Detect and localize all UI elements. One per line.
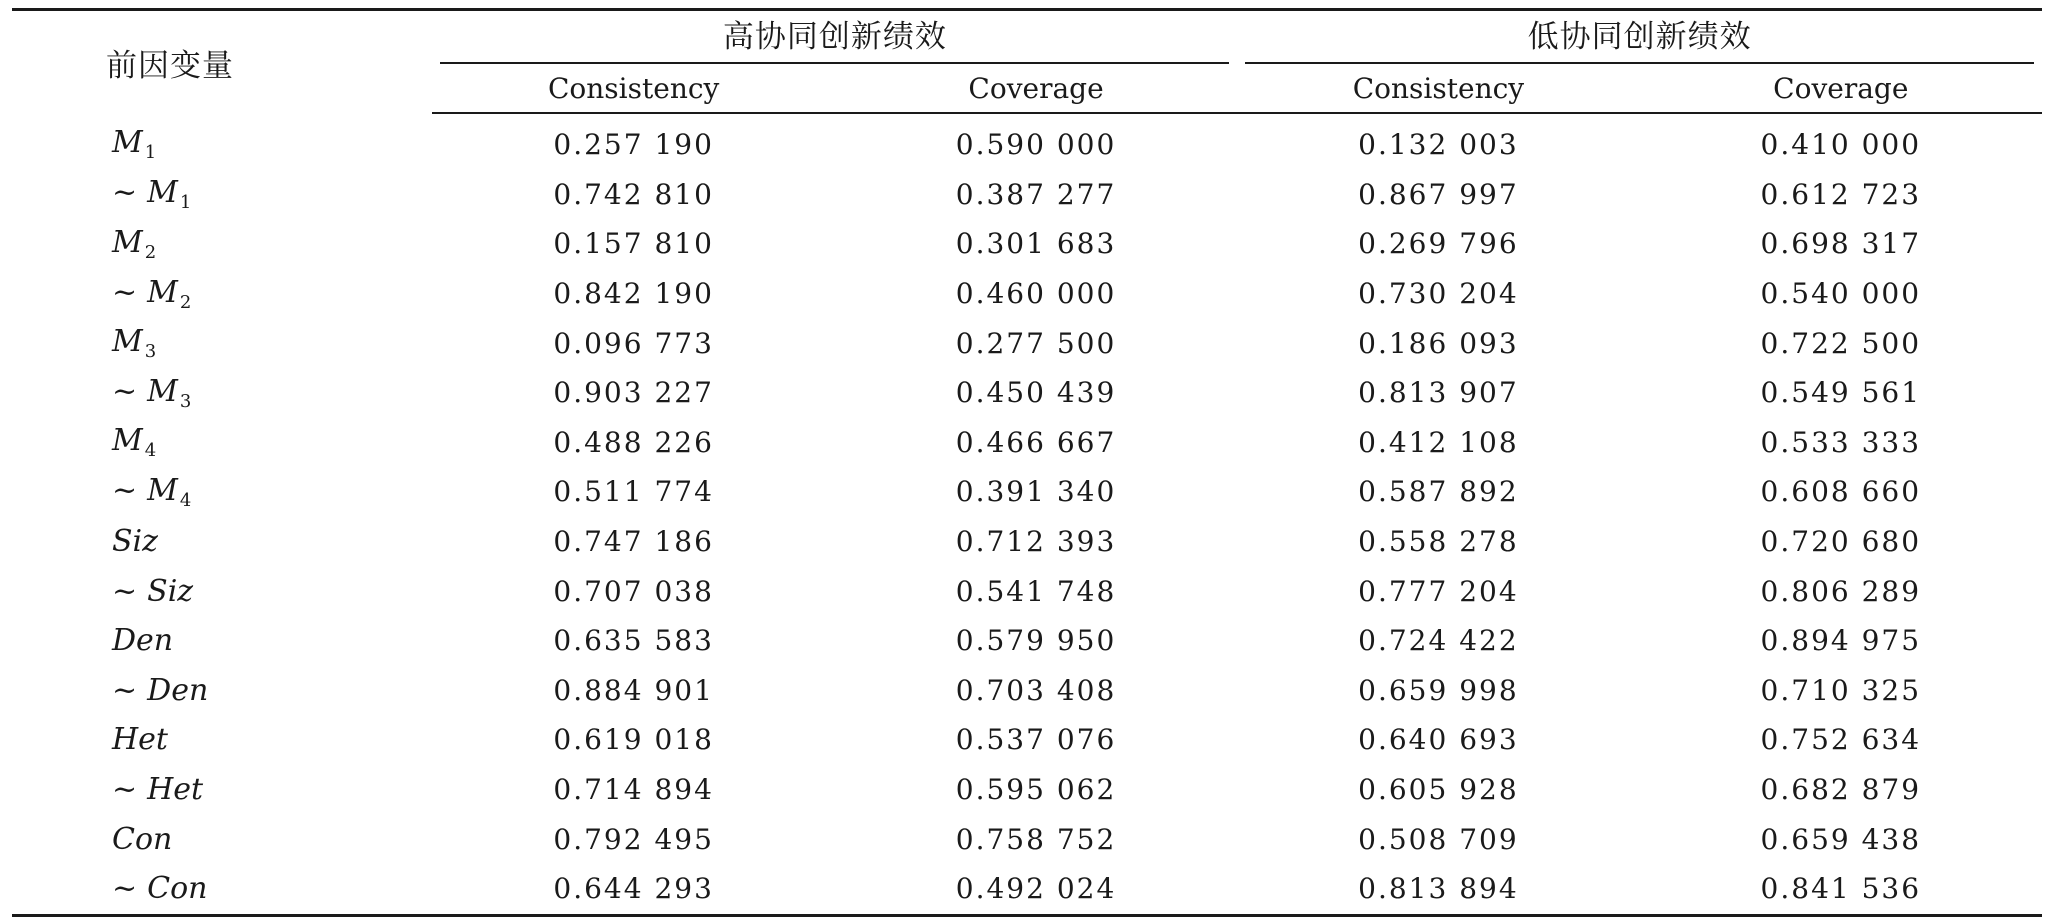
variable-name: M (112, 125, 143, 161)
variable-name: M (147, 373, 178, 409)
value-cell-high-coverage: 0.541 748 (955, 574, 1117, 608)
value-cell-high-coverage: 0.450 439 (955, 376, 1117, 410)
value-cell-high-consistency: 0.742 810 (553, 177, 714, 211)
antecedent-variable-cell (12, 418, 432, 468)
group-title-low: 低协同创新绩效 (1245, 11, 2034, 64)
variable-name: M (147, 274, 178, 310)
negation-symbol: ~ (112, 175, 138, 211)
value-cell-high-consistency: 0.842 190 (553, 277, 714, 311)
negation-symbol: ~ (112, 274, 138, 310)
value-cell-low-coverage: 0.682 879 (1760, 773, 1922, 807)
group-header-high (432, 10, 1237, 65)
variable-name: Het (147, 772, 204, 808)
value-cell-low-coverage: 0.841 536 (1760, 872, 1922, 906)
value-cell-low-coverage: 0.752 634 (1760, 723, 1922, 757)
value-cell-high-coverage: 0.391 340 (955, 475, 1117, 509)
table-row (12, 418, 2042, 468)
value-cell-low-consistency: 0.605 928 (1358, 773, 1519, 807)
antecedent-variable-cell (12, 566, 432, 616)
table-row (12, 864, 2042, 915)
table-row (12, 666, 2042, 716)
variable-name: Con (112, 821, 173, 857)
antecedent-variable-cell (12, 666, 432, 716)
row-header-label: 前因变量 (106, 47, 234, 84)
negation-symbol: ~ (112, 672, 138, 708)
table-row (12, 170, 2042, 220)
value-cell-high-consistency: 0.096 773 (553, 326, 714, 360)
column-header-high-coverage: Coverage (835, 64, 1237, 113)
table-row (12, 318, 2042, 368)
antecedent-variable-cell (12, 467, 432, 517)
column-header-high-consistency: Consistency (432, 64, 834, 113)
value-cell-low-consistency: 0.558 278 (1358, 525, 1519, 559)
antecedent-variable-cell (12, 616, 432, 666)
value-cell-high-coverage: 0.712 393 (955, 525, 1117, 559)
antecedent-variable-cell (12, 318, 432, 368)
value-cell-low-consistency: 0.412 108 (1358, 425, 1519, 459)
table-row (12, 219, 2042, 269)
negation-symbol: ~ (112, 573, 138, 609)
column-header-low-consistency: Consistency (1237, 64, 1639, 113)
value-cell-low-consistency: 0.587 892 (1358, 475, 1519, 509)
negation-symbol: ~ (112, 772, 138, 808)
variable-name: M (112, 423, 143, 459)
value-cell-low-coverage: 0.806 289 (1760, 574, 1922, 608)
variable-name: M (112, 324, 143, 360)
variable-name: Siz (112, 524, 158, 560)
variable-subscript: 1 (179, 192, 192, 214)
value-cell-low-coverage: 0.608 660 (1760, 475, 1922, 509)
antecedent-variable-cell (12, 814, 432, 864)
antecedent-variable-cell (12, 765, 432, 815)
variable-name: Siz (147, 573, 194, 609)
negation-symbol: ~ (112, 871, 138, 907)
variable-name: Het (112, 722, 168, 758)
value-cell-high-coverage: 0.703 408 (955, 673, 1117, 707)
value-cell-low-consistency: 0.508 709 (1358, 822, 1519, 856)
value-cell-high-coverage: 0.590 000 (955, 128, 1117, 162)
value-cell-high-consistency: 0.488 226 (553, 425, 714, 459)
value-cell-high-coverage: 0.277 500 (955, 326, 1117, 360)
value-cell-high-coverage: 0.466 667 (955, 425, 1117, 459)
value-cell-low-consistency: 0.867 997 (1358, 177, 1519, 211)
value-cell-low-consistency: 0.132 003 (1358, 128, 1519, 162)
column-header-low-coverage: Coverage (1640, 64, 2042, 113)
antecedent-variable-cell (12, 219, 432, 269)
value-cell-low-coverage: 0.410 000 (1760, 128, 1922, 162)
value-cell-low-consistency: 0.659 998 (1358, 673, 1519, 707)
value-cell-high-coverage: 0.301 683 (955, 227, 1117, 261)
value-cell-high-coverage: 0.595 062 (955, 773, 1117, 807)
value-cell-low-consistency: 0.730 204 (1358, 277, 1519, 311)
group-header-low (1237, 10, 2042, 65)
value-cell-low-coverage: 0.659 438 (1760, 822, 1922, 856)
value-cell-high-consistency: 0.635 583 (553, 624, 714, 658)
variable-subscript: 2 (144, 241, 157, 263)
table-body (12, 113, 2042, 915)
value-cell-low-coverage: 0.533 333 (1760, 425, 1922, 459)
value-cell-high-consistency: 0.644 293 (553, 872, 714, 906)
value-cell-low-coverage: 0.722 500 (1760, 326, 1922, 360)
value-cell-high-coverage: 0.579 950 (955, 624, 1117, 658)
antecedent-variable-cell (12, 864, 432, 915)
value-cell-high-consistency: 0.511 774 (553, 475, 714, 509)
antecedent-variable-cell (12, 113, 432, 170)
value-cell-low-coverage: 0.894 975 (1760, 624, 1922, 658)
value-cell-high-coverage: 0.758 752 (955, 822, 1117, 856)
value-cell-low-coverage: 0.549 561 (1760, 376, 1922, 410)
value-cell-low-coverage: 0.710 325 (1760, 673, 1922, 707)
variable-subscript: 4 (179, 489, 192, 511)
value-cell-high-consistency: 0.747 186 (553, 525, 714, 559)
variable-name: Den (147, 672, 209, 708)
variable-name: Den (112, 623, 174, 659)
negation-symbol: ~ (112, 472, 138, 508)
variable-subscript: 2 (179, 291, 192, 313)
value-cell-high-consistency: 0.619 018 (553, 723, 714, 757)
variable-subscript: 3 (179, 390, 192, 412)
value-cell-high-consistency: 0.884 901 (553, 673, 714, 707)
antecedent-variable-cell (12, 517, 432, 567)
value-cell-low-consistency: 0.269 796 (1358, 227, 1519, 261)
table-row (12, 113, 2042, 170)
value-cell-high-coverage: 0.460 000 (955, 277, 1117, 311)
value-cell-high-coverage: 0.387 277 (955, 177, 1117, 211)
negation-symbol: ~ (112, 373, 138, 409)
table-row (12, 814, 2042, 864)
table-row (12, 368, 2042, 418)
table-row (12, 517, 2042, 567)
value-cell-high-consistency: 0.792 495 (553, 822, 714, 856)
value-cell-high-consistency: 0.707 038 (553, 574, 714, 608)
table-row (12, 616, 2042, 666)
group-title-high: 高协同创新绩效 (440, 11, 1229, 64)
antecedent-variable-cell (12, 170, 432, 220)
variable-subscript: 4 (144, 440, 157, 462)
variable-name: M (147, 472, 178, 508)
value-cell-high-consistency: 0.157 810 (553, 227, 714, 261)
value-cell-low-coverage: 0.698 317 (1760, 227, 1922, 261)
antecedent-variable-cell (12, 715, 432, 765)
table-row (12, 765, 2042, 815)
necessity-analysis-table (12, 8, 2042, 917)
variable-name: M (147, 175, 178, 211)
value-cell-low-consistency: 0.724 422 (1358, 624, 1519, 658)
value-cell-low-coverage: 0.540 000 (1760, 277, 1922, 311)
group-header-row (12, 10, 2042, 65)
value-cell-low-consistency: 0.813 894 (1358, 872, 1519, 906)
antecedent-variable-cell (12, 269, 432, 319)
value-cell-high-consistency: 0.714 894 (553, 773, 714, 807)
value-cell-low-coverage: 0.720 680 (1760, 525, 1922, 559)
table-row (12, 566, 2042, 616)
antecedent-variable-cell (12, 368, 432, 418)
value-cell-low-consistency: 0.640 693 (1358, 723, 1519, 757)
variable-subscript: 1 (144, 142, 157, 164)
value-cell-low-consistency: 0.813 907 (1358, 376, 1519, 410)
value-cell-low-coverage: 0.612 723 (1760, 177, 1922, 211)
value-cell-high-coverage: 0.537 076 (955, 723, 1117, 757)
table-row (12, 467, 2042, 517)
variable-name: M (112, 224, 143, 260)
value-cell-high-consistency: 0.257 190 (553, 128, 714, 162)
variable-subscript: 3 (144, 341, 157, 363)
table-row (12, 269, 2042, 319)
value-cell-low-consistency: 0.777 204 (1358, 574, 1519, 608)
value-cell-high-coverage: 0.492 024 (955, 872, 1117, 906)
value-cell-low-consistency: 0.186 093 (1358, 326, 1519, 360)
table-row (12, 715, 2042, 765)
variable-name: Con (147, 871, 208, 907)
value-cell-high-consistency: 0.903 227 (553, 376, 714, 410)
